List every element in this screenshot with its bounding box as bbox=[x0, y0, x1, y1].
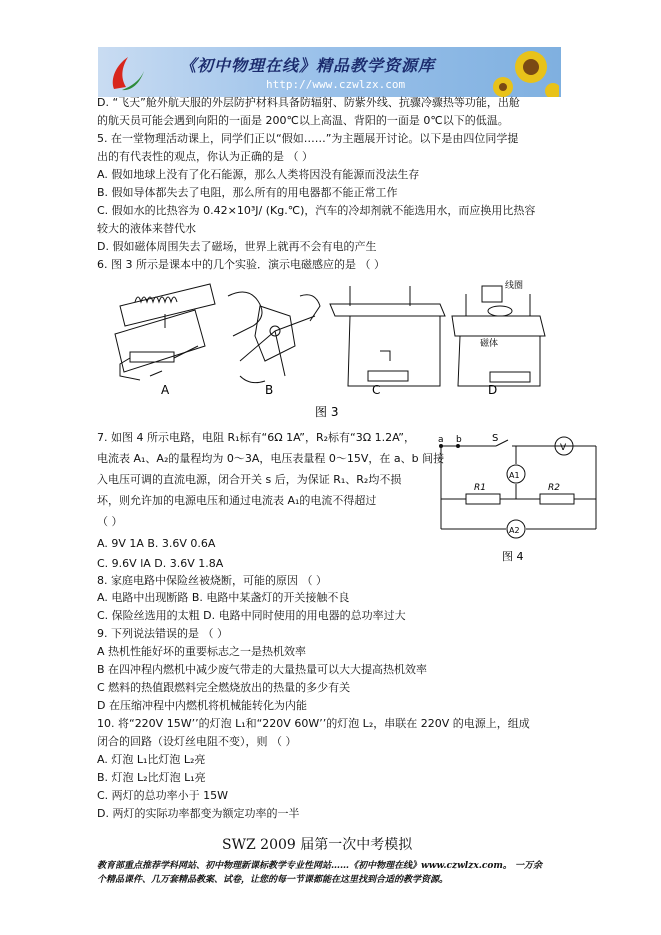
option-5c: C. 假如水的比热容为 0.42×10³J/ (Kg.℃)，汽车的冷却剂就不能选用水，而应换用比热容 bbox=[97, 204, 536, 217]
text-line-d-spacesuit-cont: 的航天员可能会遇到向阳的一面是 200℃以上高温、背阳的一面是 0℃以下的低温。 bbox=[97, 114, 509, 127]
option-9a: A 热机性能好坏的重要标志之一是热机效率 bbox=[97, 645, 307, 658]
resistor-r2 bbox=[540, 494, 574, 504]
option-9d: D 在压缩冲程中内燃机将机械能转化为内能 bbox=[97, 699, 307, 712]
voltmeter-label: V bbox=[560, 443, 567, 453]
option-5a: A. 假如地球上没有了化石能源，那么人类将因没有能源而没法生存 bbox=[97, 168, 420, 181]
sunflower-icon bbox=[489, 47, 559, 97]
figure-4-circuit bbox=[436, 432, 604, 572]
coil-label: 线圈 bbox=[505, 281, 524, 291]
option-10c: C. 两灯的总功率小于 15W bbox=[97, 789, 229, 802]
question-9: 9. 下列说法错误的是 （ ） bbox=[97, 627, 228, 640]
option-8-ab: A. 电路中出现断路 B. 电路中某盏灯的开关接触不良 bbox=[97, 591, 350, 604]
experiment-c bbox=[330, 286, 445, 386]
label-d: D bbox=[488, 383, 498, 397]
option-7-ab: A. 9V 1A B. 3.6V 0.6A bbox=[97, 537, 216, 550]
figure-4-caption: 图 4 bbox=[502, 550, 524, 563]
option-10d: D. 两灯的实际功率都变为额定功率的一半 bbox=[97, 807, 300, 820]
question-7: 7. 如图 4 所示电路，电阻 R₁标有“6Ω 1A”，R₂标有“3Ω 1.2A”， bbox=[97, 431, 416, 444]
r2-label: R2 bbox=[548, 483, 560, 493]
question-7-line4: 坏，则允许加的电源电压和通过电流表 A₁的电流不得超过 bbox=[97, 494, 377, 507]
logo-icon bbox=[106, 51, 146, 93]
footer-line-1: 教育部重点推荐学科网站、初中物理新课标教学专业性网站……《初中物理在线》www.czwlzx.com。 一万余 bbox=[97, 861, 542, 871]
text-line-d-spacesuit: D. “飞天”舱外航天服的外层防护材料具备防辐射、防紫外线、抗骤冷骤热等功能，出舱 bbox=[97, 96, 520, 109]
question-5-cont: 出的有代表性的观点，你认为正确的是 （ ） bbox=[97, 150, 313, 163]
question-7-line3: 入电压可调的直流电源，闭合开关 s 后，为保证 R₁、R₂均不损 bbox=[97, 473, 402, 486]
option-5b: B. 假如导体都失去了电阻，那么所有的用电器都不能正常工作 bbox=[97, 186, 398, 199]
question-10-cont: 闭合的回路（设灯丝电阻不变），则 （ ） bbox=[97, 735, 297, 748]
question-6: 6. 图 3 所示是课本中的几个实验．演示电磁感应的是 （ ） bbox=[97, 258, 385, 271]
exam-title: SWZ 2009 届第一次中考模拟 bbox=[222, 837, 413, 853]
option-5d: D. 假如磁体周围失去了磁场，世界上就再不会有电的产生 bbox=[97, 240, 377, 253]
r1-label: R1 bbox=[474, 483, 486, 493]
question-7-paren: （ ） bbox=[97, 515, 123, 528]
switch-label: S bbox=[492, 433, 499, 444]
option-9b: B 在四冲程内燃机中减少废气带走的大量热量可以大大提高热机效率 bbox=[97, 663, 428, 676]
option-5c-cont: 较大的液体来替代水 bbox=[97, 222, 196, 235]
experiment-b bbox=[228, 292, 320, 383]
figure-3 bbox=[110, 276, 550, 422]
question-8: 8. 家庭电路中保险丝被烧断，可能的原因 （ ） bbox=[97, 574, 327, 587]
question-7-line2: 电流表 A₁、A₂的量程均为 0～3A，电压表量程 0～15V，在 a、b 间接 bbox=[97, 452, 445, 465]
experiment-a bbox=[115, 284, 215, 380]
ammeter-a1-label: A1 bbox=[509, 471, 520, 480]
footer-line-2: 个精品课件、几万套精品教案、试卷，让您的每一节课都能在这里找到合适的教学资源。 bbox=[97, 875, 449, 885]
banner-url[interactable]: http://www.czwlzx.com bbox=[266, 78, 406, 91]
label-b: B bbox=[265, 383, 274, 397]
option-8-cd: C. 保险丝选用的太粗 D. 电路中同时使用的用电器的总功率过大 bbox=[97, 609, 406, 622]
question-5: 5. 在一堂物理活动课上，同学们正以“假如……”为主题展开讨论。以下是由四位同学提 bbox=[97, 132, 519, 145]
header-banner bbox=[98, 47, 561, 97]
option-9c: C 燃料的热值跟燃料完全燃烧放出的热量的多少有关 bbox=[97, 681, 351, 694]
figure-3-caption: 图 3 bbox=[315, 405, 339, 419]
magnet-label: 磁体 bbox=[480, 339, 499, 349]
option-10b: B. 灯泡 L₂比灯泡 L₁亮 bbox=[97, 771, 206, 784]
banner-title: 《初中物理在线》精品教学资源库 bbox=[180, 56, 436, 75]
experiment-d bbox=[452, 286, 545, 386]
label-c: C bbox=[372, 383, 381, 397]
question-10: 10. 将“220V 15W’’的灯泡 L₁和“220V 60W’’的灯泡 L₂，串联在 220V 的电源上，组成 bbox=[97, 717, 530, 730]
terminal-b: b bbox=[456, 435, 462, 445]
ammeter-a2-label: A2 bbox=[509, 526, 520, 535]
option-10a: A. 灯泡 L₁比灯泡 L₂亮 bbox=[97, 753, 206, 766]
terminal-a: a bbox=[438, 435, 444, 445]
option-7-cd: C. 9.6V lA D. 3.6V 1.8A bbox=[97, 557, 224, 570]
resistor-r1 bbox=[466, 494, 500, 504]
label-a: A bbox=[161, 383, 170, 397]
